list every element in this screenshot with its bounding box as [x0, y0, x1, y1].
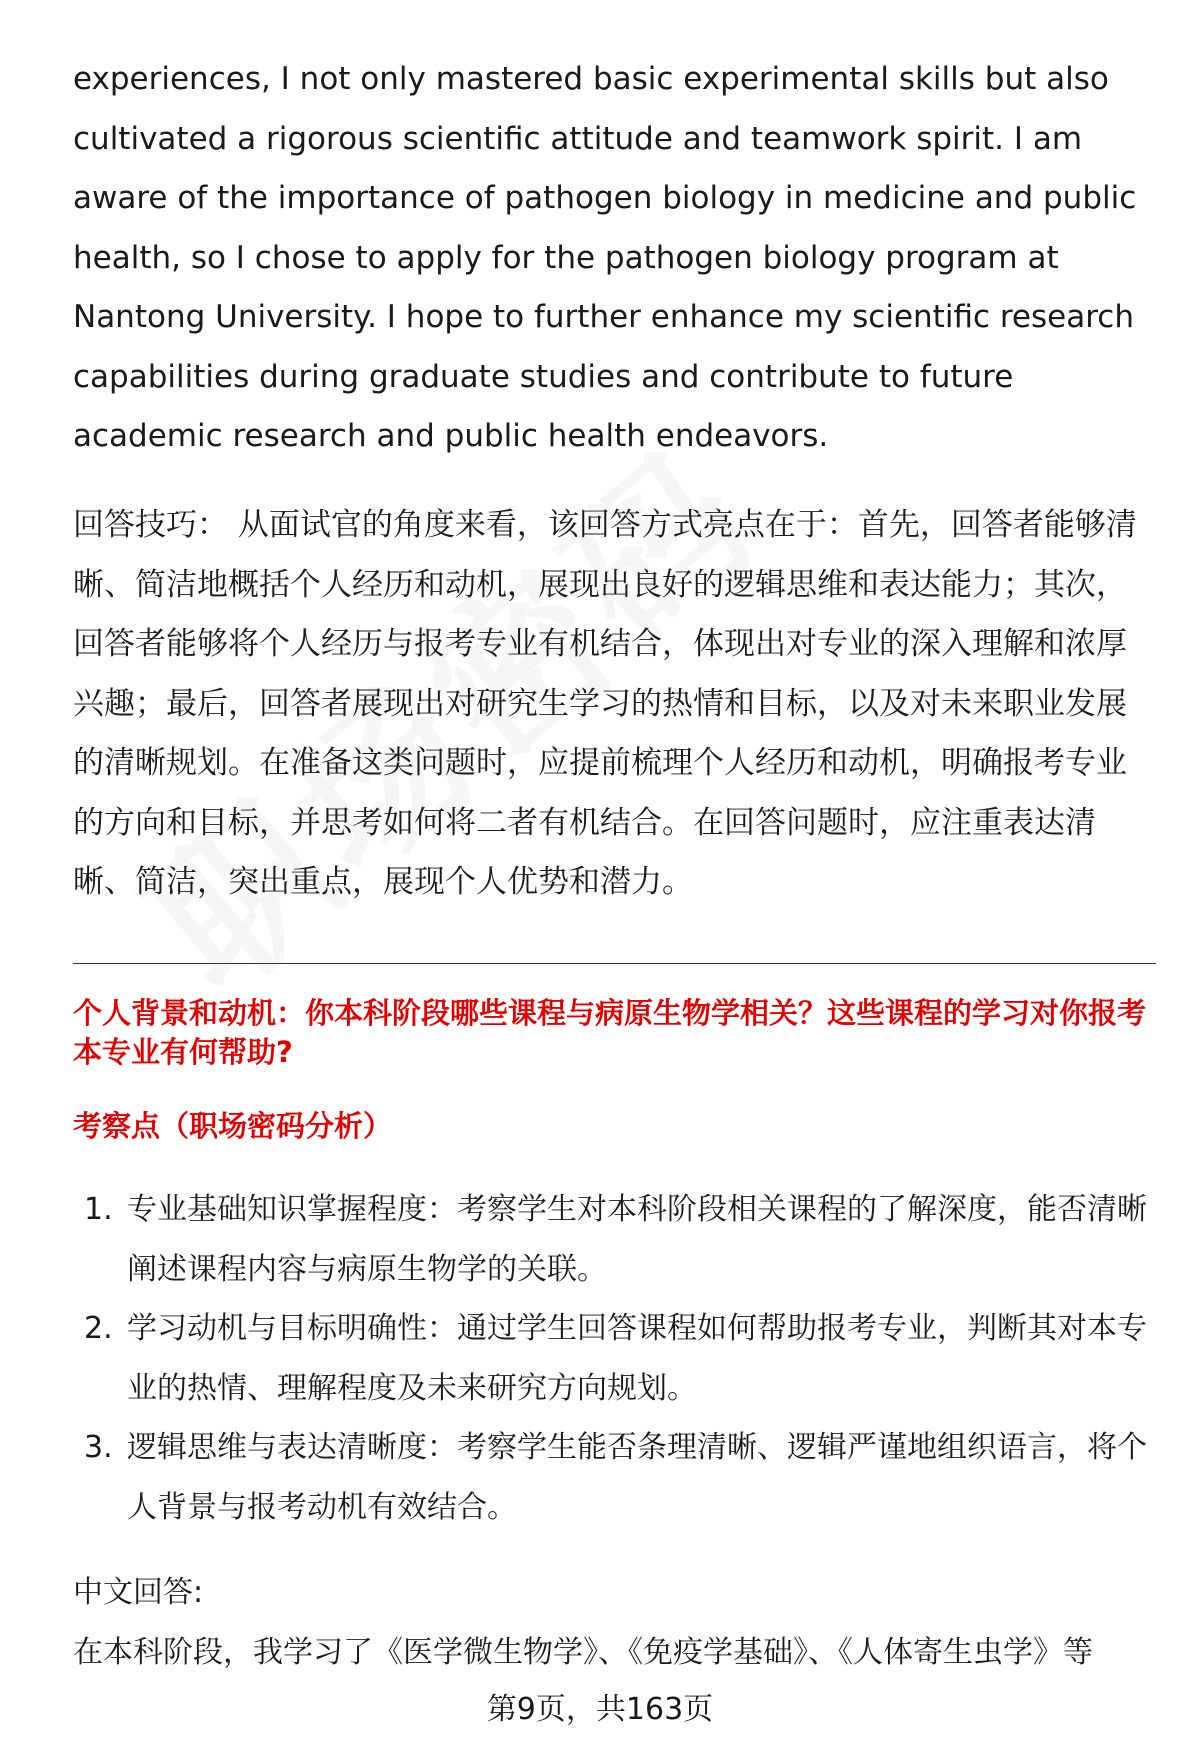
question-title: 个人背景和动机：你本科阶段哪些课程与病原生物学相关？这些课程的学习对你报考本专业有何帮助? — [73, 996, 1147, 1069]
list-item-text: 学习动机与目标明确性：通过学生回答课程如何帮助报考专业，判断其对本专业的热情、理解程度及未来研究方向规划。 — [127, 1311, 1147, 1406]
answer-tips-paragraph: 回答技巧： 从面试官的角度来看，该回答方式亮点在于：首先，回答者能够清晰、简洁地概括个人经历和动机，展现出良好的逻辑思维和表达能力；其次，回答者能够将个人经历与报考专业有机结合，体现出对专业的深入理解和浓厚兴趣；最后，回答者展现出对研究生学习的热情和目标，以及对未来职业发展的清晰规划。在准备这类问题时，应提前梳理个人经历和动机，明确报考专业的方向和目标，并思考如何将二者有机结合。在回答问题时，应注重表达清晰、简洁，突出重点，展现个人优势和潜力。 — [73, 507, 1137, 900]
section-divider — [73, 963, 1156, 964]
list-item-text: 专业基础知识掌握程度：考察学生对本科阶段相关课程的了解深度，能否清晰阐述课程内容与病原生物学的关联。 — [127, 1192, 1147, 1287]
list-item-number: 3. — [84, 1430, 113, 1465]
list-item — [73, 1299, 1153, 1418]
list-item-text: 逻辑思维与表达清晰度：考察学生能否条理清晰、逻辑严谨地组织语言，将个人背景与报考动机有效结合。 — [127, 1430, 1147, 1525]
assessment-points-heading: 考察点（职场密码分析） — [73, 1109, 393, 1143]
page-footer: 第9页，共163页 — [486, 1692, 714, 1727]
list-item-number: 2. — [84, 1311, 113, 1346]
chinese-answer-text: 在本科阶段，我学习了《医学微生物学》、《免疫学基础》、《人体寄生虫学》等 — [73, 1635, 1093, 1670]
list-item-number: 1. — [84, 1192, 113, 1227]
english-answer-paragraph: experiences, I not only mastered basic experimental skills but also cultivated a rigorous scientific attitude and teamwork spirit. I am aware of the importance of pathogen biology in medicine and public health, so I chose to apply for the pathogen biology program at Nantong University. I hope to further enhance my scientific research capabilities during graduate studies and contribute to future academic research and public health endeavors. — [73, 61, 1137, 454]
assessment-points-list — [73, 1180, 1153, 1537]
list-item — [73, 1418, 1153, 1537]
chinese-answer-label: 中文回答: — [73, 1575, 204, 1610]
list-item — [73, 1180, 1153, 1299]
